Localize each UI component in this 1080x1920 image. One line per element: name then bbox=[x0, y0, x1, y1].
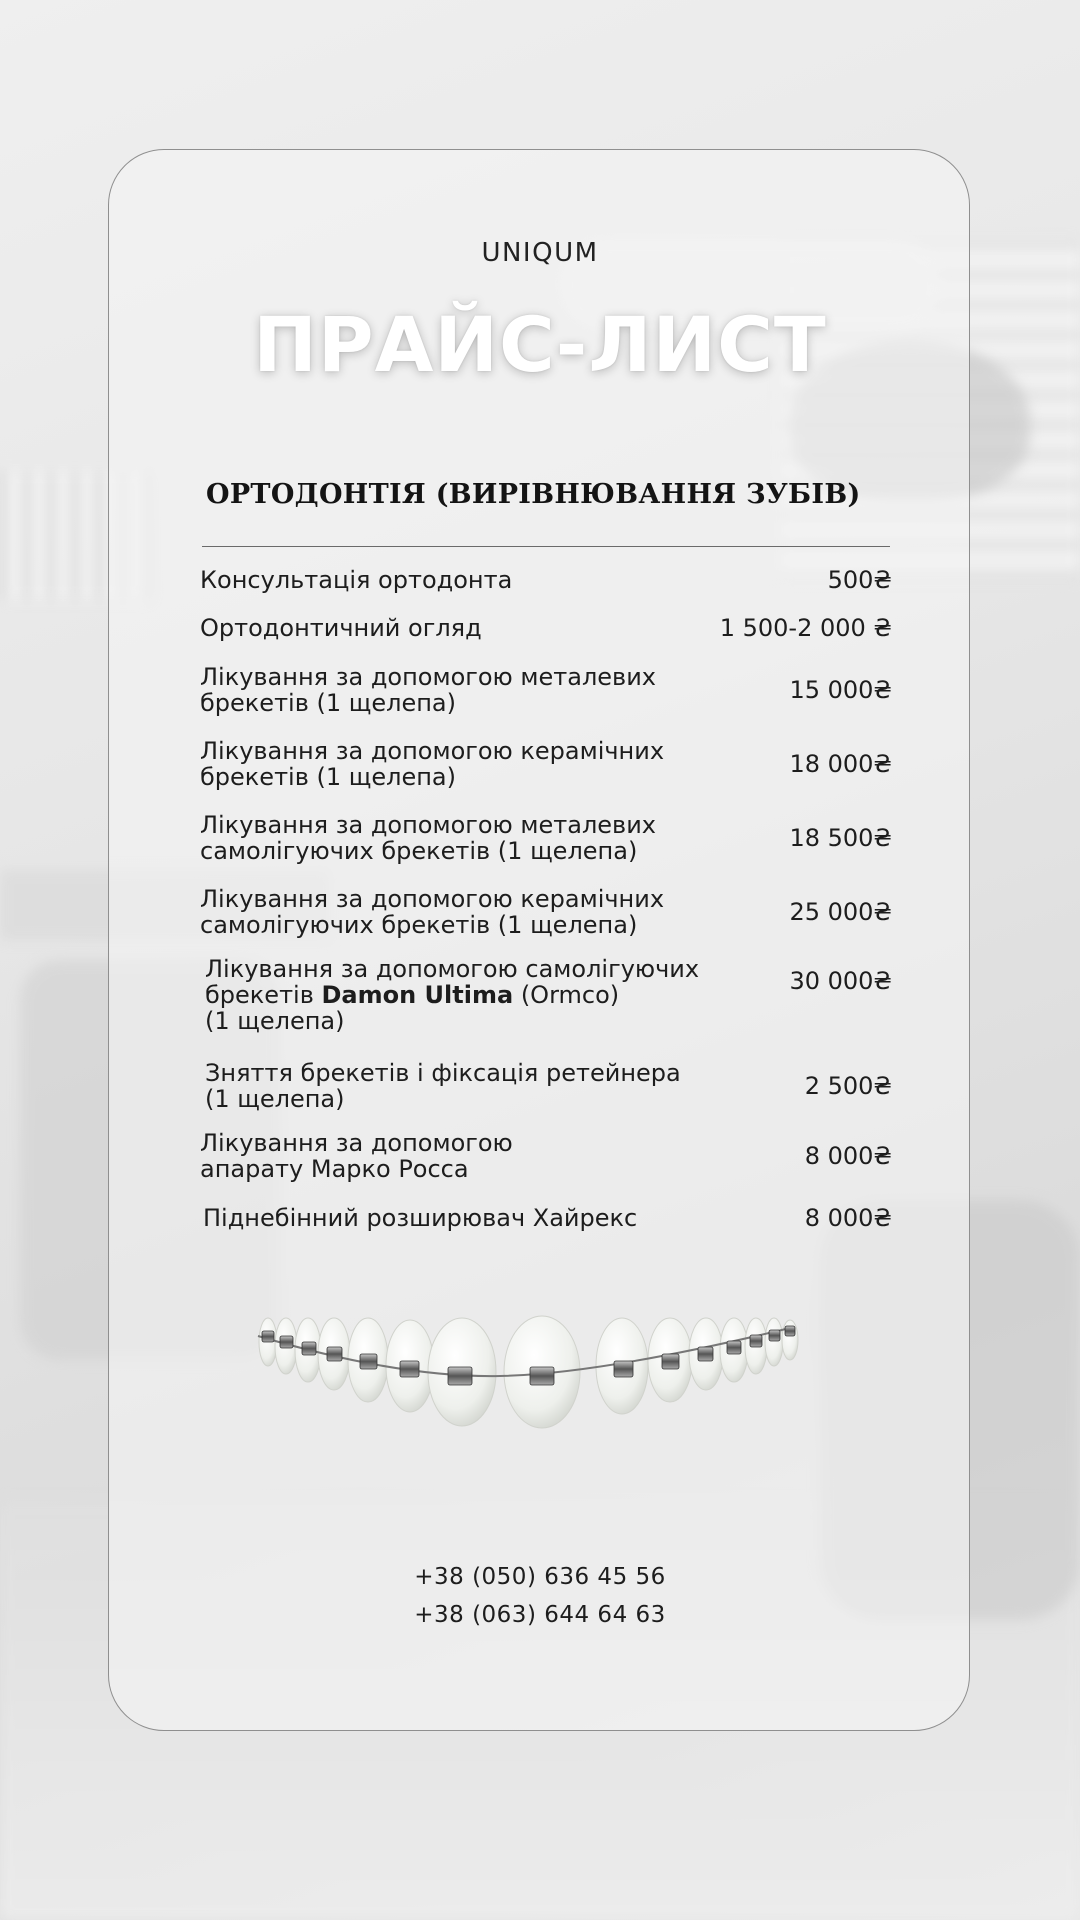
service-name: Лікування за допомогою керамічних самолігуючих брекетів (1 щелепа) bbox=[200, 885, 665, 939]
section-title: ОРТОДОНТІЯ (ВИРІВНЮВАННЯ ЗУБІВ) bbox=[206, 479, 861, 510]
braces-teeth-illustration bbox=[250, 1300, 850, 1430]
price-row bbox=[200, 660, 892, 720]
service-price: 1 500-2 000 ₴ bbox=[719, 614, 892, 642]
price-row bbox=[200, 882, 892, 942]
service-name: Піднебінний розширювач Хайрекс bbox=[203, 1204, 638, 1232]
phone-number-1[interactable]: +38 (050) 636 45 56 bbox=[414, 1564, 666, 1590]
price-row bbox=[200, 734, 892, 794]
service-name: Консультація ортодонта bbox=[200, 566, 513, 594]
service-price: 30 000₴ bbox=[789, 967, 892, 995]
contact-phones bbox=[0, 1558, 1080, 1634]
service-price: 8 000₴ bbox=[804, 1204, 892, 1232]
brand-highlight: Damon Ultima bbox=[321, 981, 514, 1009]
service-name: Лікування за допомогою металевих брекетів (1 щелепа) bbox=[200, 663, 656, 717]
service-price: 18 000₴ bbox=[789, 750, 892, 778]
brand-name: UNIQUM bbox=[481, 238, 599, 268]
service-name: Лікування за допомогою апарату Марко Росса bbox=[200, 1129, 513, 1183]
service-price: 15 000₴ bbox=[789, 676, 892, 704]
teeth bbox=[259, 1316, 798, 1428]
service-price: 2 500₴ bbox=[804, 1072, 892, 1100]
price-row bbox=[200, 560, 892, 600]
service-name: Зняття брекетів і фіксація ретейнера (1 щелепа) bbox=[205, 1059, 681, 1113]
service-price: 25 000₴ bbox=[789, 898, 892, 926]
service-price: 500₴ bbox=[827, 566, 892, 594]
service-price: 8 000₴ bbox=[804, 1142, 892, 1170]
price-row bbox=[200, 1126, 892, 1186]
price-row bbox=[205, 1056, 892, 1116]
price-row bbox=[200, 608, 892, 648]
price-row bbox=[205, 956, 892, 1042]
price-row bbox=[203, 1198, 892, 1238]
page-title: ПРАЙС-ЛИСТ bbox=[253, 300, 827, 389]
service-name: Лікування за допомогою самолігуючих брекетів Damon Ultima (Ormco) (1 щелепа) bbox=[205, 955, 700, 1035]
phone-number-2[interactable]: +38 (063) 644 64 63 bbox=[414, 1602, 666, 1628]
service-name: Лікування за допомогою керамічних брекетів (1 щелепа) bbox=[200, 737, 665, 791]
service-name: Ортодонтичний огляд bbox=[200, 614, 482, 642]
section-divider bbox=[202, 546, 890, 547]
price-row bbox=[200, 808, 892, 868]
service-name: Лікування за допомогою металевих самолігуючих брекетів (1 щелепа) bbox=[200, 811, 656, 865]
service-price: 18 500₴ bbox=[789, 824, 892, 852]
